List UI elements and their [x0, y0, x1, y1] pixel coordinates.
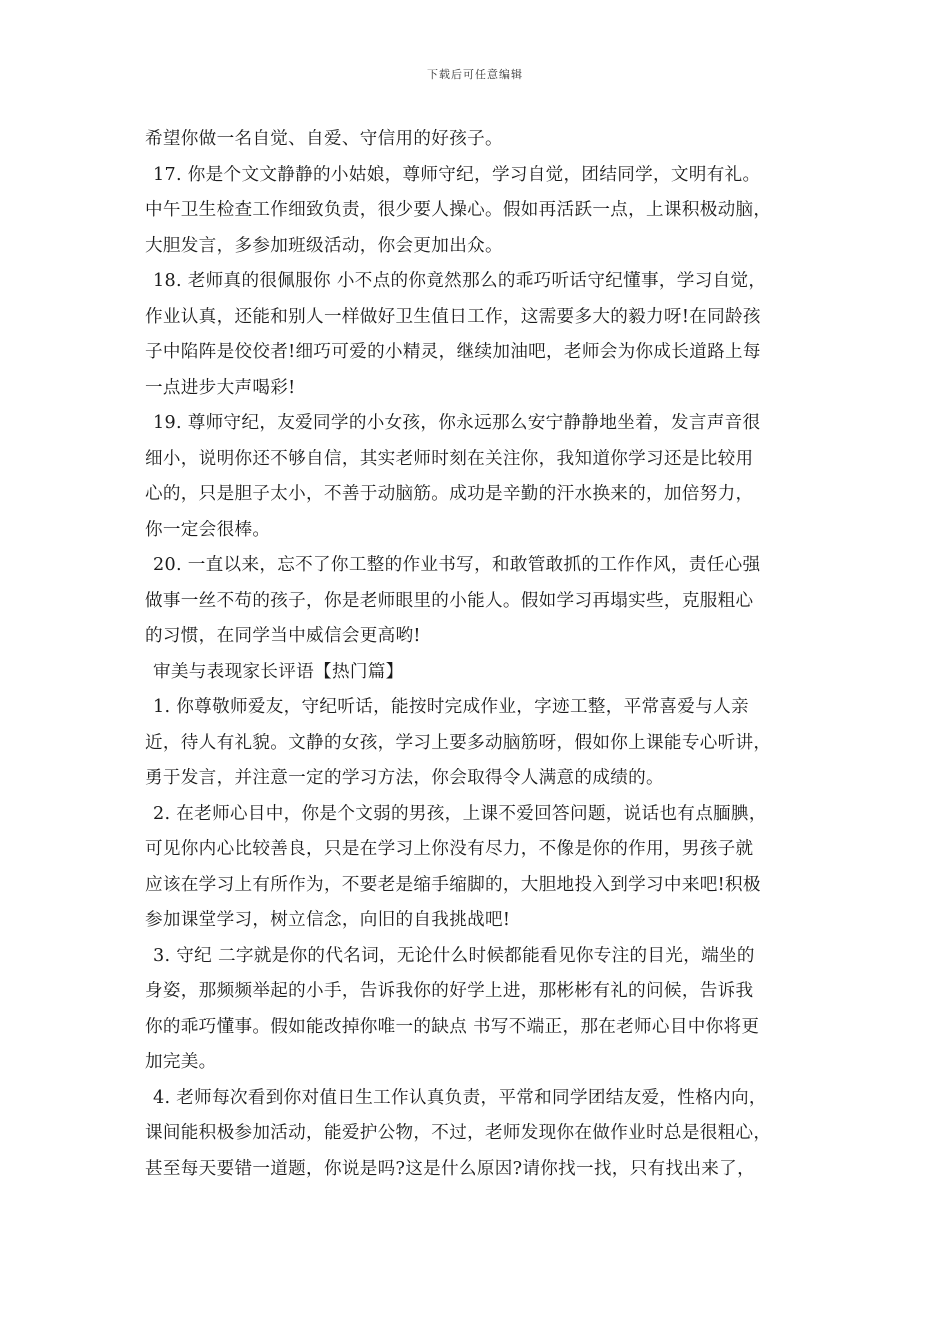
text-line: 课间能积极参加活动，能爱护公物，不过，老师发现你在做作业时总是很粗心， — [145, 1123, 772, 1143]
section-heading: 审美与表现家长评语【热门篇】 — [153, 661, 404, 682]
text-line: 3. 守纪 二字就是你的代名词，无论什么时候都能看见你专注的目光，端坐的 — [153, 945, 755, 966]
document-body — [145, 122, 815, 1187]
text-line: 中午卫生检查工作细致负责，很少要人操心。假如再活跃一点，上课积极动脑， — [145, 200, 772, 220]
text-line: 19. 尊师守纪，友爱同学的小女孩，你永远那么安宁静静地坐着，发言声音很 — [153, 413, 761, 433]
text-line: 的习惯，在同学当中威信会更高哟! — [145, 626, 421, 646]
text-line: 心的，只是胆子太小，不善于动脑筋。成功是辛勤的汗水换来的，加倍努力， — [145, 484, 754, 504]
text-line: 身姿，那频频举起的小手，告诉我你的好学上进，那彬彬有礼的问候，告诉我 — [145, 981, 754, 1001]
text-line: 20. 一直以来，忘不了你工整的作业书写，和敢管敢抓的工作作风，责任心强 — [153, 555, 761, 575]
text-line: 应该在学习上有所作为，不要老是缩手缩脚的，大胆地投入到学习中来吧!积极 — [145, 874, 761, 895]
text-line: 你的乖巧懂事。假如能改掉你唯一的缺点 书写不端正，那在老师心目中你将更 — [145, 1016, 760, 1037]
text-line: 你一定会很棒。 — [145, 519, 271, 540]
text-line: 18. 老师真的很佩服你 小不点的你竟然那么的乖巧听话守纪懂事，学习自觉， — [153, 271, 767, 291]
text-line: 甚至每天要错一道题，你说是吗?这是什么原因?请你找一找，只有找出来了， — [145, 1158, 755, 1179]
text-line: 参加课堂学习，树立信念，向旧的自我挑战吧! — [145, 910, 511, 930]
text-line: 2. 在老师心目中，你是个文弱的男孩，上课不爱回答问题，说话也有点腼腆， — [153, 803, 767, 824]
text-line: 近，待人有礼貌。文静的女孩，学习上要多动脑筋呀，假如你上课能专心听讲， — [145, 732, 772, 753]
text-line: 4. 老师每次看到你对值日生工作认真负责，平常和同学团结友爱，性格内向， — [153, 1087, 767, 1108]
text-line: 作业认真，还能和别人一样做好卫生值日工作，这需要多大的毅力呀!在同龄孩 — [145, 306, 761, 327]
text-line: 可见你内心比较善良，只是在学习上你没有尽力，不像是你的作用，男孩子就 — [145, 839, 754, 859]
text-line: 子中陷阵是佼佼者!细巧可爱的小精灵，继续加油吧，老师会为你成长道路上每 — [145, 342, 761, 362]
text-line: 大胆发言，多参加班级活动，你会更加出众。 — [145, 235, 503, 256]
text-line: 加完美。 — [145, 1052, 217, 1072]
text-line: 勇于发言，并注意一定的学习方法，你会取得令人满意的成绩的。 — [145, 768, 664, 788]
page-header: 下载后可任意编辑 — [427, 68, 523, 81]
text-line: 1. 你尊敬师爱友，守纪听话，能按时完成作业，字迹工整，平常喜爱与人亲 — [153, 697, 749, 717]
text-line: 细小，说明你还不够自信，其实老师时刻在关注你，我知道你学习还是比较用 — [145, 448, 754, 469]
text-line: 希望你做一名自觉、自爱、守信用的好孩子。 — [145, 129, 503, 149]
text-line: 17. 你是个文文静静的小姑娘，尊师守纪，学习自觉，团结同学，文明有礼。 — [153, 164, 761, 185]
text-line: 一点进步大声喝彩! — [145, 377, 296, 398]
text-line: 做事一丝不苟的孩子，你是老师眼里的小能人。假如学习再塌实些，克服粗心 — [145, 590, 754, 611]
